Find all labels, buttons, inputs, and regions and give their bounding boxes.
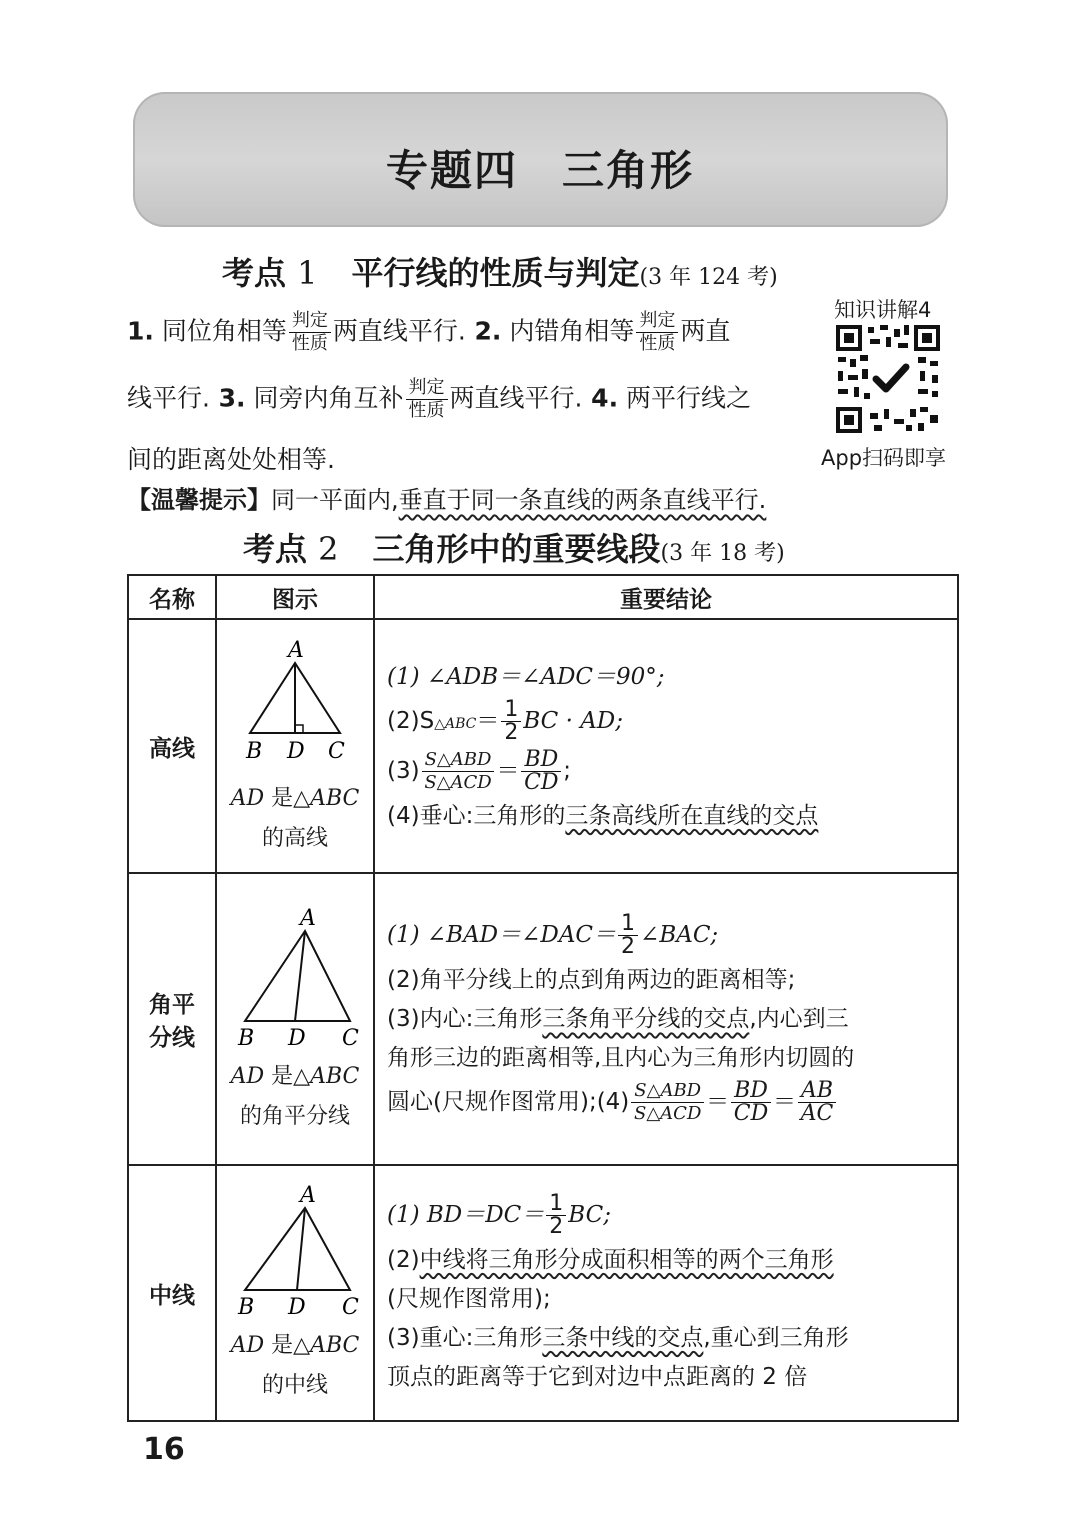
label-a: A — [300, 906, 316, 931]
section2-count: (3 年 18 考) — [660, 541, 785, 566]
section1-line1: 1. 同位角相等 $\frac{\text{判定}}{\text{性质}}$ 两直线平行. 2. 内错角相等 $\frac{\text{判定}}{\text{性质}}$ 两直 — [127, 310, 731, 354]
table-header: 重要结论 — [374, 575, 958, 619]
section1-count: (3 年 124 考) — [639, 265, 778, 290]
label-b: B — [238, 1026, 255, 1051]
table-row — [128, 619, 958, 873]
conclusion-line: 顶点的距离等于它到对边中点距离的 2 倍 — [387, 1363, 808, 1390]
label-a: A — [288, 638, 304, 663]
tip-line: 【温馨提示】同一平面内,垂直于同一条直线的两条直线平行. — [127, 486, 767, 514]
section1-line3: 间的距离处处相等. — [127, 445, 335, 474]
page-title: 专题四 三角形 — [385, 146, 694, 195]
conclusion-line: 角形三边的距离相等,且内心为三角形内切圆的 — [387, 1045, 855, 1071]
table-header: 图示 — [216, 575, 374, 619]
conclusion-line: (2)中线将三角形分成面积相等的两个三角形 — [387, 1246, 834, 1273]
page-number: 16 — [143, 1432, 185, 1467]
fraction-judge-property: $\frac{\text{判定}}{\text{性质}}$ — [289, 310, 331, 355]
figure-caption: 的中线 — [261, 1373, 328, 1398]
conclusion-cell — [374, 873, 958, 1165]
label-b: B — [246, 739, 263, 764]
figure-caption: 的角平分线 — [239, 1104, 350, 1129]
conclusion-line: (1) ∠BAD＝∠DAC＝ $\frac{1}{2}$ ∠BAC; — [387, 911, 719, 959]
figure-cell — [216, 873, 374, 1165]
tip-label: 【温馨提示】 — [127, 486, 271, 514]
label-c: C — [328, 739, 345, 764]
section2-num: 2 — [318, 530, 339, 568]
conclusion-line: (尺规作图常用); — [387, 1285, 551, 1312]
label-d: D — [288, 1026, 306, 1051]
section2-label: 考点 — [243, 530, 308, 568]
section1-num: 1 — [297, 254, 318, 292]
section2-heading: 三角形中的重要线段 — [372, 530, 661, 568]
label-c: C — [342, 1295, 359, 1320]
qr-label: 知识讲解4 — [834, 298, 932, 322]
label-d: D — [288, 1295, 306, 1320]
conclusion-cell — [374, 1165, 958, 1421]
section1-heading: 平行线的性质与判定 — [351, 254, 640, 292]
conclusion-line: (1) ∠ADB＝∠ADC＝90°; — [387, 663, 665, 690]
conclusion-line: (3)重心:三角形三条中线的交点,重心到三角形 — [387, 1324, 849, 1351]
altitude-triangle-figure — [220, 633, 370, 773]
fraction-judge-property: $\frac{\text{判定}}{\text{性质}}$ — [406, 377, 448, 422]
figure-cell — [216, 619, 374, 873]
median-triangle-figure — [220, 1180, 370, 1320]
section1-line2: 线平行. 3. 同旁内角互补 $\frac{\text{判定}}{\text{性质}}$ 两直线平行. 4. 两平行线之 — [127, 377, 752, 421]
figure-caption: 的高线 — [261, 826, 328, 851]
table-row — [128, 1165, 958, 1421]
label-a: A — [300, 1183, 316, 1208]
figure-cell — [216, 1165, 374, 1421]
tip-emphasis: 垂直于同一条直线的两条直线平行. — [398, 486, 767, 514]
conclusion-line: 圆心(尺规作图常用);(4) $\frac{\text{S△ABD}}{\text{S△ACD}}$ ＝ $\frac{BD}{CD}$ ＝ $\frac{AB}{AC}$ — [387, 1080, 945, 1125]
conclusion-cell — [374, 619, 958, 873]
table-header-row — [128, 575, 958, 619]
conclusion-line: (2)S△ABC＝ $\frac{1}{2}$ BC · AD; — [387, 696, 623, 745]
row-name: 角平 分线 — [128, 873, 216, 1165]
section1-label: 考点 — [222, 254, 287, 292]
figure-caption: AD 是△ABC — [230, 1333, 360, 1358]
table-row — [128, 873, 958, 1165]
section2-title — [243, 524, 785, 570]
figure-caption: AD 是△ABC — [230, 786, 360, 811]
conclusion-line: (3) $\frac{\text{S△ABD}}{\text{S△ACD}}$ ＝ $\frac{BD}{CD}$ ; — [387, 746, 571, 795]
section1-title — [222, 248, 778, 294]
fraction-judge-property: $\frac{\text{判定}}{\text{性质}}$ — [636, 310, 678, 355]
label-b: B — [238, 1295, 255, 1320]
row-name: 高线 — [128, 619, 216, 873]
conclusion-line: (2)角平分线上的点到角两边的距离相等; — [387, 967, 796, 993]
bisector-triangle-figure — [220, 901, 370, 1051]
segments-table — [127, 574, 959, 1422]
conclusion-line: (3)内心:三角形三条角平分线的交点,内心到三 — [387, 1006, 849, 1032]
label-d: D — [287, 739, 305, 764]
figure-caption: AD 是△ABC — [230, 1064, 360, 1089]
conclusion-line: (1) BD＝DC＝ $\frac{1}{2}$ BC; — [387, 1190, 611, 1239]
label-c: C — [342, 1026, 359, 1051]
qr-code-icon[interactable] — [834, 323, 942, 435]
table-header: 名称 — [128, 575, 216, 619]
qr-caption: App扫码即享 — [821, 446, 947, 470]
row-name: 中线 — [128, 1165, 216, 1421]
conclusion-line: (4)垂心:三角形的三条高线所在直线的交点 — [387, 802, 819, 829]
